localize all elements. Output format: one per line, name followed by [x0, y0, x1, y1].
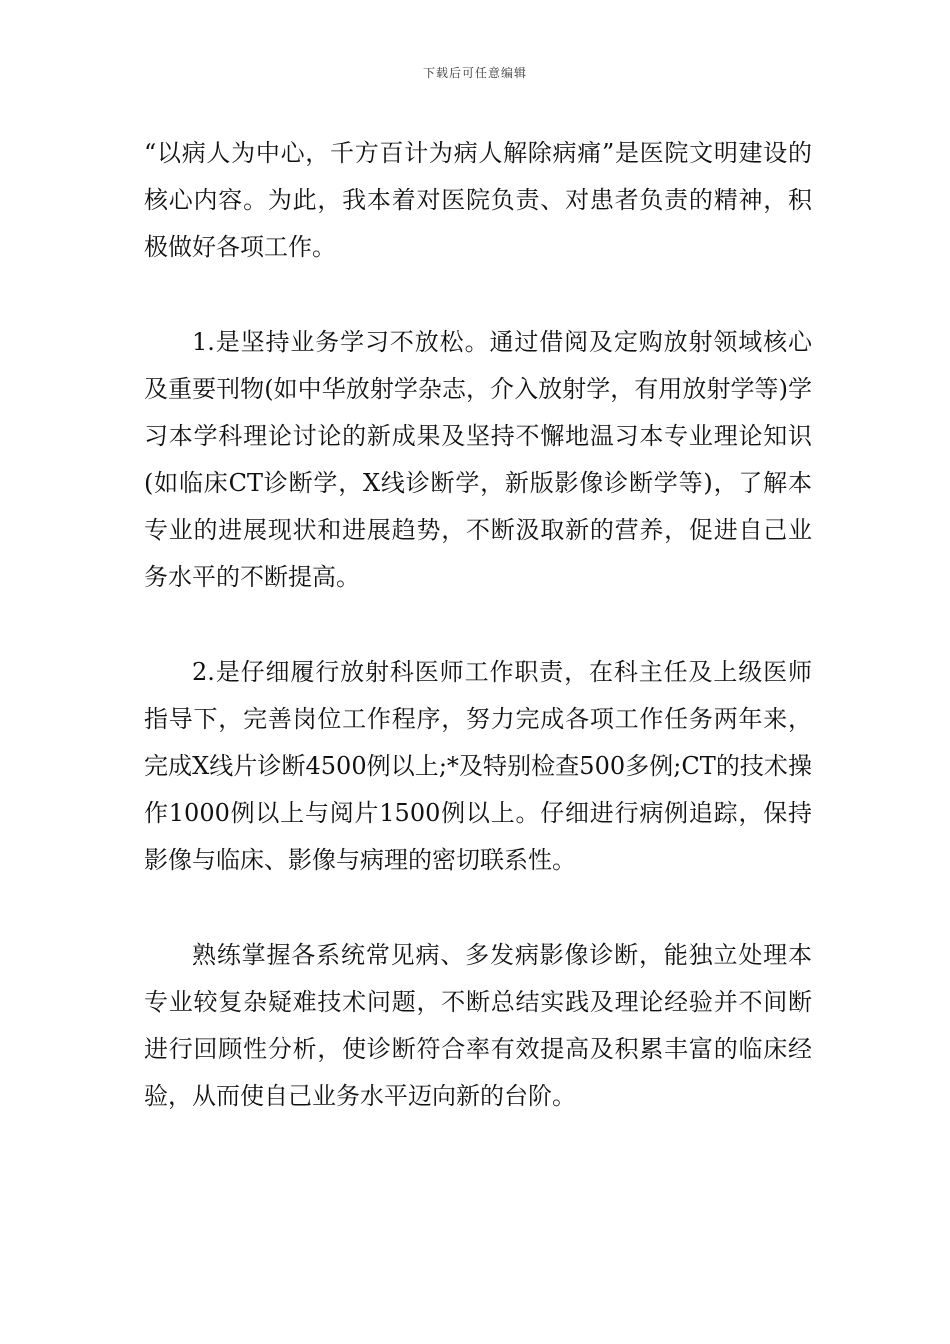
paragraph-duties: 2.是仔细履行放射科医师工作职责，在科主任及上级医师指导下，完善岗位工作程序，努力完成各项工作任务两年来，完成X线片诊断4500例以上;*及特别检查500多例;CT的技术操作1000例以上与阅片1500例以上。仔细进行病例追踪，保持影像与临床、影像与病理的密切联系性。	[144, 658, 812, 874]
page-header: 下载后可任意编辑	[422, 66, 527, 80]
paragraph-intro: “以病人为中心，千方百计为病人解除病痛”是医院文明建设的核心内容。为此，我本着对医院负责、对患者负责的精神，积极做好各项工作。	[144, 139, 812, 261]
paragraph-mastery: 熟练掌握各系统常见病、多发病影像诊断，能独立处理本专业较复杂疑难技术问题，不断总结实践及理论经验并不间断进行回顾性分析，使诊断符合率有效提高及积累丰富的临床经验，从而使自己业务水平迈向新的台阶。	[144, 941, 812, 1110]
document-body	[144, 130, 812, 1120]
paragraph-study: 1.是坚持业务学习不放松。通过借阅及定购放射领域核心及重要刊物(如中华放射学杂志，介入放射学，有用放射学等)学习本学科理论讨论的新成果及坚持不懈地温习本专业理论知识(如临床CT诊断学，X线诊断学，新版影像诊断学等)，了解本专业的进展现状和进展趋势，不断汲取新的营养，促进自己业务水平的不断提高。	[144, 328, 812, 591]
